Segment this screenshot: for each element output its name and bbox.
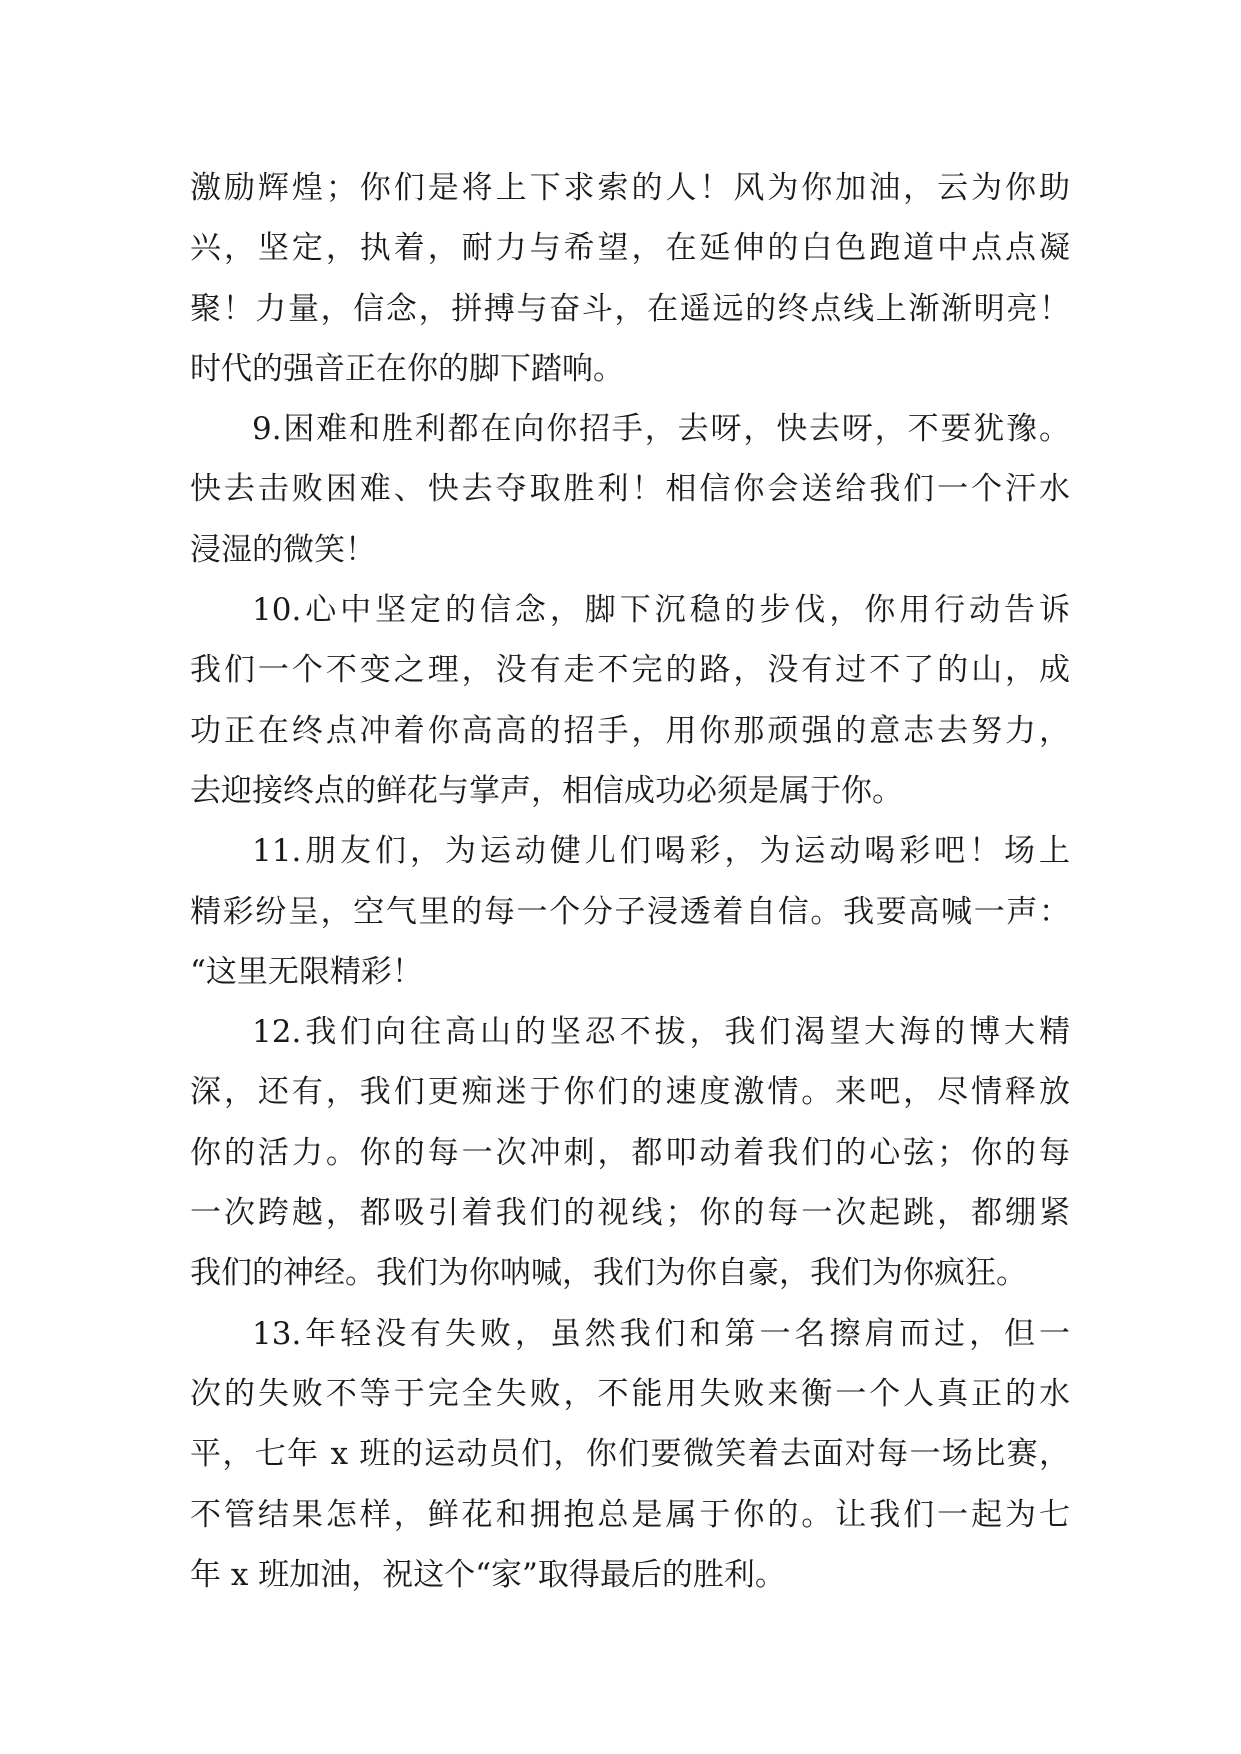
text-line: 我们的神经。我们为你呐喊，我们为你自豪，我们为你疯狂。 bbox=[190, 1255, 1027, 1292]
document-body bbox=[190, 158, 1070, 1605]
text-line: 一次跨越，都吸引着我们的视线；你的每一次起跳，都绷紧 bbox=[190, 1195, 1070, 1232]
text-line: 浸湿的微笑！ bbox=[190, 531, 376, 568]
paragraph-10-first-line: 10.心中坚定的信念，脚下沉稳的步伐，你用行动告诉 bbox=[252, 592, 1070, 629]
paragraph-13-first-line: 13.年轻没有失败，虽然我们和第一名擦肩而过，但一 bbox=[252, 1315, 1070, 1352]
text-line: 时代的强音正在你的脚下踏响。 bbox=[190, 350, 624, 387]
text-line: 深，还有，我们更痴迷于你们的速度激情。来吧，尽情释放 bbox=[190, 1074, 1070, 1111]
text-line: 年 x 班加油，祝这个“家”取得最后的胜利。 bbox=[190, 1556, 786, 1593]
text-line: 精彩纷呈，空气里的每一个分子浸透着自信。我要高喊一声： bbox=[190, 893, 1070, 930]
text-line: 兴，坚定，执着，耐力与希望，在延伸的白色跑道中点点凝 bbox=[190, 230, 1070, 267]
text-line: 快去击败困难、快去夺取胜利！相信你会送给我们一个汗水 bbox=[190, 471, 1070, 508]
text-line: 功正在终点冲着你高高的招手，用你那顽强的意志去努力， bbox=[190, 712, 1070, 749]
text-line: 去迎接终点的鲜花与掌声，相信成功必须是属于你。 bbox=[190, 772, 903, 809]
text-line: 聚！力量，信念，拼搏与奋斗，在遥远的终点线上渐渐明亮！ bbox=[190, 290, 1070, 327]
text-line: 平，七年 x 班的运动员们，你们要微笑着去面对每一场比赛， bbox=[190, 1436, 1070, 1473]
text-line: 不管结果怎样，鲜花和拥抱总是属于你的。让我们一起为七 bbox=[190, 1496, 1070, 1533]
text-line: 你的活力。你的每一次冲刺，都叩动着我们的心弦；你的每 bbox=[190, 1134, 1070, 1171]
text-line: 激励辉煌；你们是将上下求索的人！风为你加油，云为你助 bbox=[190, 170, 1070, 206]
paragraph-9-first-line: 9.困难和胜利都在向你招手，去呀，快去呀，不要犹豫。 bbox=[252, 411, 1070, 448]
text-line: 次的失败不等于完全失败，不能用失败来衡一个人真正的水 bbox=[190, 1375, 1070, 1412]
paragraph-12-first-line: 12.我们向往高山的坚忍不拔，我们渴望大海的博大精 bbox=[252, 1014, 1070, 1051]
text-line: “这里无限精彩！ bbox=[190, 953, 423, 990]
text-line: 我们一个不变之理，没有走不完的路，没有过不了的山，成 bbox=[190, 652, 1070, 689]
paragraph-11-first-line: 11.朋友们，为运动健儿们喝彩，为运动喝彩吧！场上 bbox=[252, 833, 1070, 870]
